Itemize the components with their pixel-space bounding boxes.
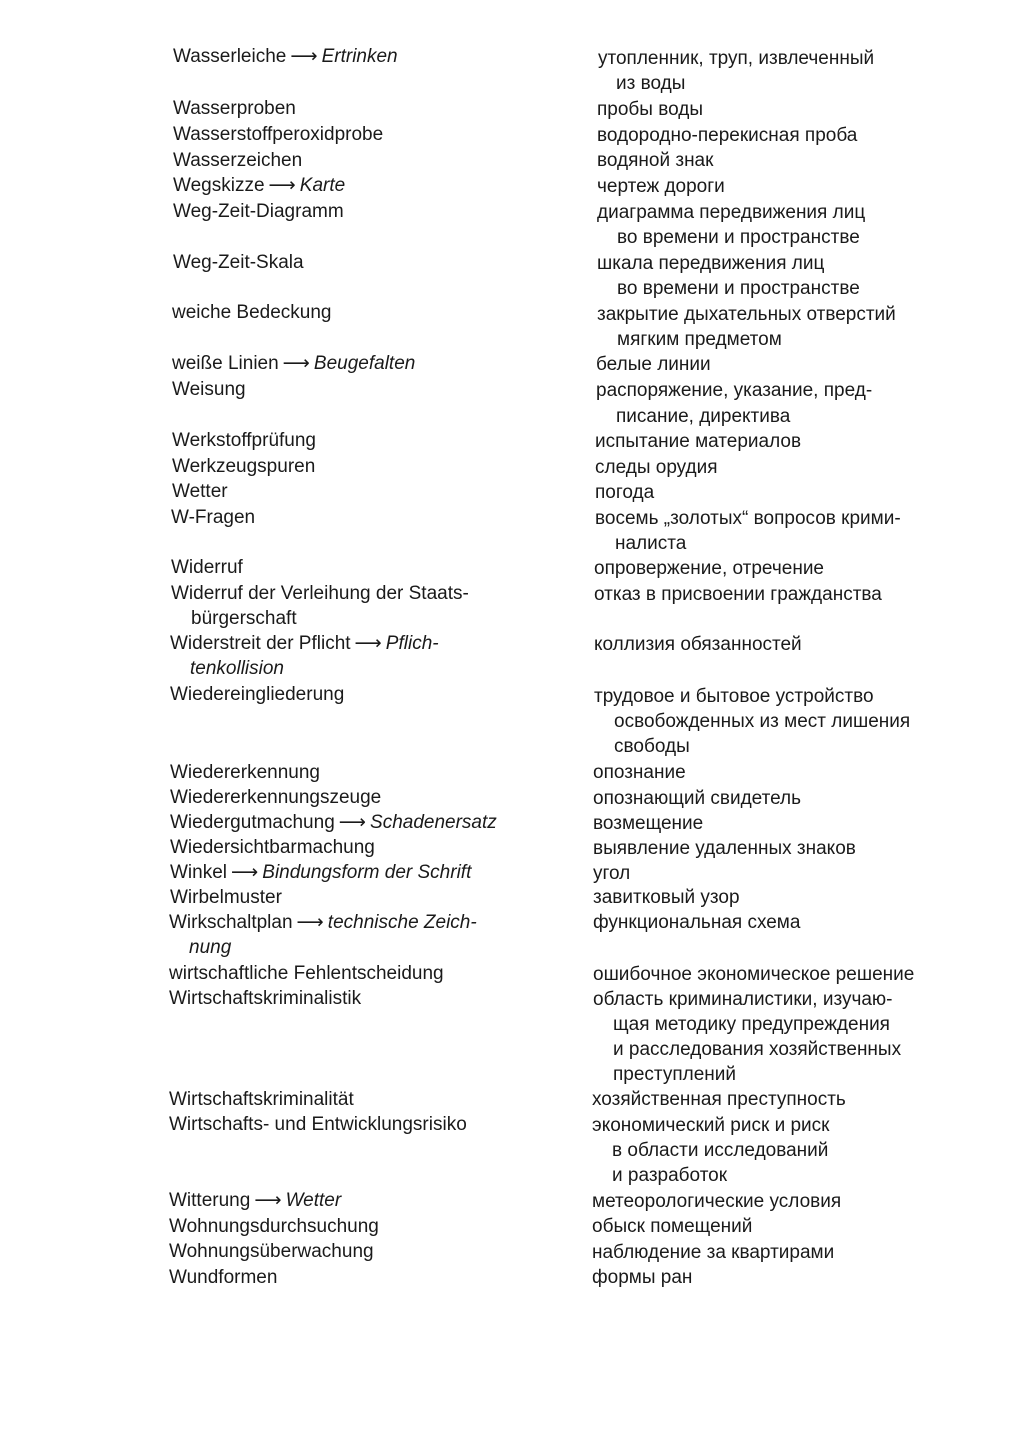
ru-translation: опознание (593, 762, 686, 783)
de-term: Wiedersichtbarmachung (170, 837, 375, 858)
ru-translation-cont: налиста (615, 533, 687, 554)
ru-translation: наблюдение за квартирами (592, 1242, 835, 1263)
ru-translation: следы орудия (595, 457, 718, 478)
de-term: Wirkschaltplan ⟶ technische Zeich- (169, 912, 477, 933)
cross-reference: Bindungsform der Schrift (262, 862, 472, 883)
ru-translation: закрытие дыхательных отверстий (597, 304, 896, 325)
de-term: Werkzeugspuren (172, 456, 316, 477)
de-term: Widerruf (171, 557, 243, 578)
ru-translation: восемь „золотых“ вопросов крими- (595, 508, 901, 529)
arrow-icon: ⟶ (354, 633, 382, 654)
ru-translation: утопленник, труп, извлеченный (598, 48, 875, 69)
ru-translation: выявление удаленных знаков (593, 838, 856, 859)
arrow-icon: ⟶ (231, 862, 259, 883)
de-term: Wasserzeichen (173, 150, 303, 171)
de-term: Wiedereingliederung (170, 684, 345, 705)
ru-translation: отказ в присвоении гражданства (594, 584, 882, 605)
de-term: Widerstreit der Pflicht ⟶ Pflich- (170, 633, 439, 654)
ru-translation: диаграмма передвижения лиц (597, 202, 866, 223)
ru-translation: метеорологические условия (592, 1191, 842, 1212)
ru-translation: экономический риск и риск (592, 1115, 830, 1136)
ru-translation: испытание материалов (595, 431, 802, 452)
de-term: Wohnungsdurchsuchung (169, 1216, 379, 1237)
ru-translation: область криминалистики, изучаю- (593, 989, 893, 1010)
de-term: Winkel ⟶ Bindungsform der Schrift (170, 862, 472, 883)
de-term: Wiedergutmachung ⟶ Schadenersatz (170, 812, 497, 833)
arrow-icon: ⟶ (268, 175, 296, 196)
ru-translation: хозяйственная преступность (592, 1089, 846, 1110)
ru-translation-cont: щая методику предупреждения (613, 1014, 890, 1035)
de-term: Wasserproben (173, 98, 296, 119)
ru-translation-cont: свободы (614, 736, 690, 757)
ru-translation: обыск помещений (592, 1216, 753, 1237)
ru-translation: пробы воды (597, 99, 704, 120)
ru-translation: функциональная схема (593, 912, 801, 933)
de-term: wirtschaftliche Fehlentscheidung (169, 963, 444, 984)
ru-translation: водородно-перекисная проба (597, 125, 858, 146)
de-term: Widerruf der Verleihung der Staats- (171, 583, 469, 604)
ru-translation: трудовое и бытовое устройство (594, 686, 874, 707)
de-term: Werkstoffprüfung (172, 430, 316, 451)
ru-translation: угол (593, 863, 631, 884)
arrow-icon: ⟶ (282, 353, 310, 374)
ru-translation: опровержение, отречение (594, 558, 825, 579)
de-term: Witterung ⟶ Wetter (169, 1190, 342, 1211)
de-term: Weg-Zeit-Skala (173, 252, 304, 273)
de-term: Wegskizze ⟶ Karte (173, 175, 346, 196)
cross-reference-cont: nung (189, 937, 232, 958)
de-term-cont (189, 936, 231, 960)
ru-translation-cont: мягким предметом (617, 329, 782, 350)
ru-translation-cont: из воды (616, 73, 686, 94)
ru-translation: завитковый узор (593, 887, 740, 908)
de-term: Weisung (172, 379, 246, 400)
arrow-icon: ⟶ (296, 912, 324, 933)
de-term-cont (190, 657, 284, 681)
cross-reference: Ertrinken (321, 46, 398, 67)
de-term: Wasserleiche ⟶ Ertrinken (173, 46, 398, 67)
de-term: Wirtschaftskriminalität (169, 1089, 354, 1110)
de-term: weiche Bedeckung (172, 302, 332, 323)
arrow-icon: ⟶ (338, 812, 367, 833)
ru-translation: шкала передвижения лиц (597, 253, 825, 274)
de-term-cont: bürgerschaft (191, 608, 297, 629)
ru-translation: водяной знак (597, 150, 714, 171)
ru-translation: коллизия обязанностей (594, 634, 802, 655)
ru-translation: ошибочное экономическое решение (593, 964, 915, 985)
ru-translation-cont: преступлений (613, 1064, 736, 1085)
ru-translation: возмещение (593, 813, 704, 834)
cross-reference: Schadenersatz (370, 812, 497, 833)
cross-reference: Beugefalten (313, 353, 416, 374)
ru-translation-cont: и разработок (612, 1165, 728, 1186)
ru-translation-cont: и расследования хозяйственных (613, 1039, 902, 1060)
de-term: W-Fragen (171, 507, 256, 528)
de-term: Wirbelmuster (170, 887, 282, 908)
cross-reference: Karte (299, 175, 346, 196)
ru-translation: опознающий свидетель (593, 788, 802, 809)
de-term: Wohnungsüberwachung (169, 1241, 374, 1262)
de-term: Wiedererkennungszeuge (170, 787, 382, 808)
de-term: Wirtschaftskriminalistik (169, 988, 362, 1009)
ru-translation: формы ран (592, 1267, 693, 1288)
ru-translation: чертеж дороги (597, 176, 725, 197)
de-term: weiße Linien ⟶ Beugefalten (172, 353, 416, 374)
de-term: Wetter (172, 481, 228, 502)
de-term: Wiedererkennung (170, 762, 320, 783)
arrow-icon: ⟶ (254, 1190, 282, 1211)
ru-translation: распоряжение, указание, пред- (596, 380, 873, 401)
cross-reference-cont: tenkollision (190, 658, 284, 679)
ru-translation-cont: во времени и пространстве (617, 227, 860, 248)
cross-reference: Wetter (285, 1190, 342, 1211)
cross-reference: technische Zeich- (327, 912, 477, 933)
ru-translation-cont: во времени и пространстве (617, 278, 860, 299)
de-term: Wasserstoffperoxidprobe (173, 124, 384, 145)
ru-translation-cont: в области исследований (612, 1140, 829, 1161)
ru-translation: погода (595, 482, 655, 503)
ru-translation-cont: писание, директива (616, 406, 791, 427)
ru-translation-cont: освобожденных из мест лишения (614, 711, 911, 732)
ru-translation: белые линии (596, 354, 711, 375)
arrow-icon: ⟶ (290, 46, 318, 67)
de-term: Weg-Zeit-Diagramm (173, 201, 344, 222)
de-term: Wirtschafts- und Entwicklungsrisiko (169, 1114, 467, 1135)
cross-reference: Pflich- (385, 633, 439, 654)
de-term: Wundformen (169, 1267, 278, 1288)
